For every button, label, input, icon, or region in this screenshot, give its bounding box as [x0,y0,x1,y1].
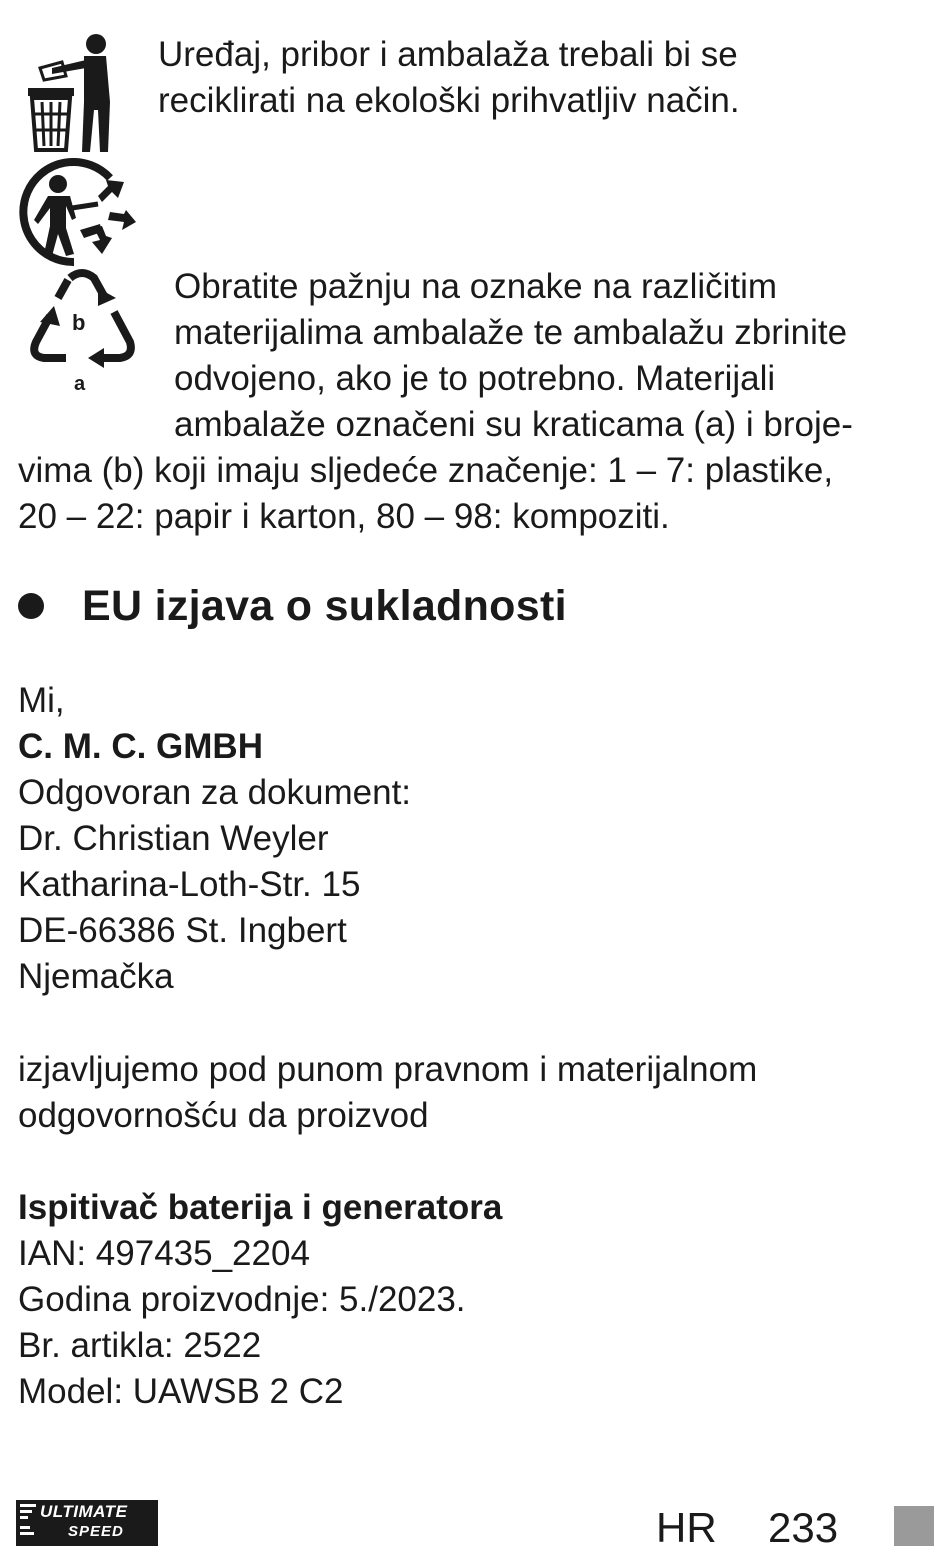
packaging-paragraph-full [18,448,833,540]
responsible-person: Dr. Christian Weyler [18,819,329,858]
statement-line: izjavljujemo pod punom pravnom i materijalnom [18,1050,758,1089]
paragraph-line: materijalima ambalaže te ambalažu zbrinite [174,313,848,352]
intro-text: Mi, [18,681,65,720]
ultimate-speed-logo [16,1500,158,1546]
manufacturer-address [18,678,411,1000]
triangle-label-b: b [72,310,86,335]
product-name: Ispitivač baterija i generatora [18,1188,503,1227]
bullet-icon [18,593,44,619]
country: Njemačka [18,957,174,996]
logo-text-top: ULTIMATE [40,1502,128,1521]
paragraph-line: reciklirati na ekološki prihvatljiv način. [158,81,740,120]
paragraph-line: ambalaže označeni su kraticama (a) i broje- [174,405,853,444]
statement-line: odgovornošću da proizvod [18,1096,429,1135]
paragraph-line: 20 – 22: papir i karton, 80 – 98: kompoziti. [18,497,670,536]
device-recycling-paragraph [158,32,740,124]
product-info [18,1185,502,1415]
paragraph-line: Uređaj, pribor i ambalaža trebali bi se [158,35,738,74]
article-number: Br. artikla: 2522 [18,1326,262,1365]
section-heading [18,578,567,634]
packaging-paragraph-indented [174,264,853,448]
heading-text: EU izjava o sukladnosti [82,581,567,630]
city-address: DE-66386 St. Ingbert [18,911,347,950]
trash-bin-person-icon [22,32,126,154]
language-code: HR [656,1504,717,1551]
paragraph-line: odvojeno, ako je to potrebno. Materijali [174,359,776,398]
responsible-label: Odgovoran za dokument: [18,773,412,812]
page-number: 233 [768,1504,839,1551]
logo-text-bottom: SPEED [68,1523,124,1540]
recycling-triangle-icon [26,268,138,400]
production-year: Godina proizvodnje: 5./2023. [18,1280,466,1319]
triangle-label-a: a [74,373,86,395]
paragraph-line: Obratite pažnju na oznake na različitim [174,267,778,306]
paragraph-line: vima (b) koji imaju sljedeće značenje: 1 – 7: plastike, [18,451,834,490]
declaration-statement [18,1047,757,1139]
model-number: Model: UAWSB 2 C2 [18,1372,344,1411]
street-address: Katharina-Loth-Str. 15 [18,865,361,904]
ian-number: IAN: 497435_2204 [18,1234,310,1273]
recycle-person-icon [14,158,140,268]
company-name: C. M. C. GMBH [18,727,263,766]
page-marker-square [894,1506,934,1546]
